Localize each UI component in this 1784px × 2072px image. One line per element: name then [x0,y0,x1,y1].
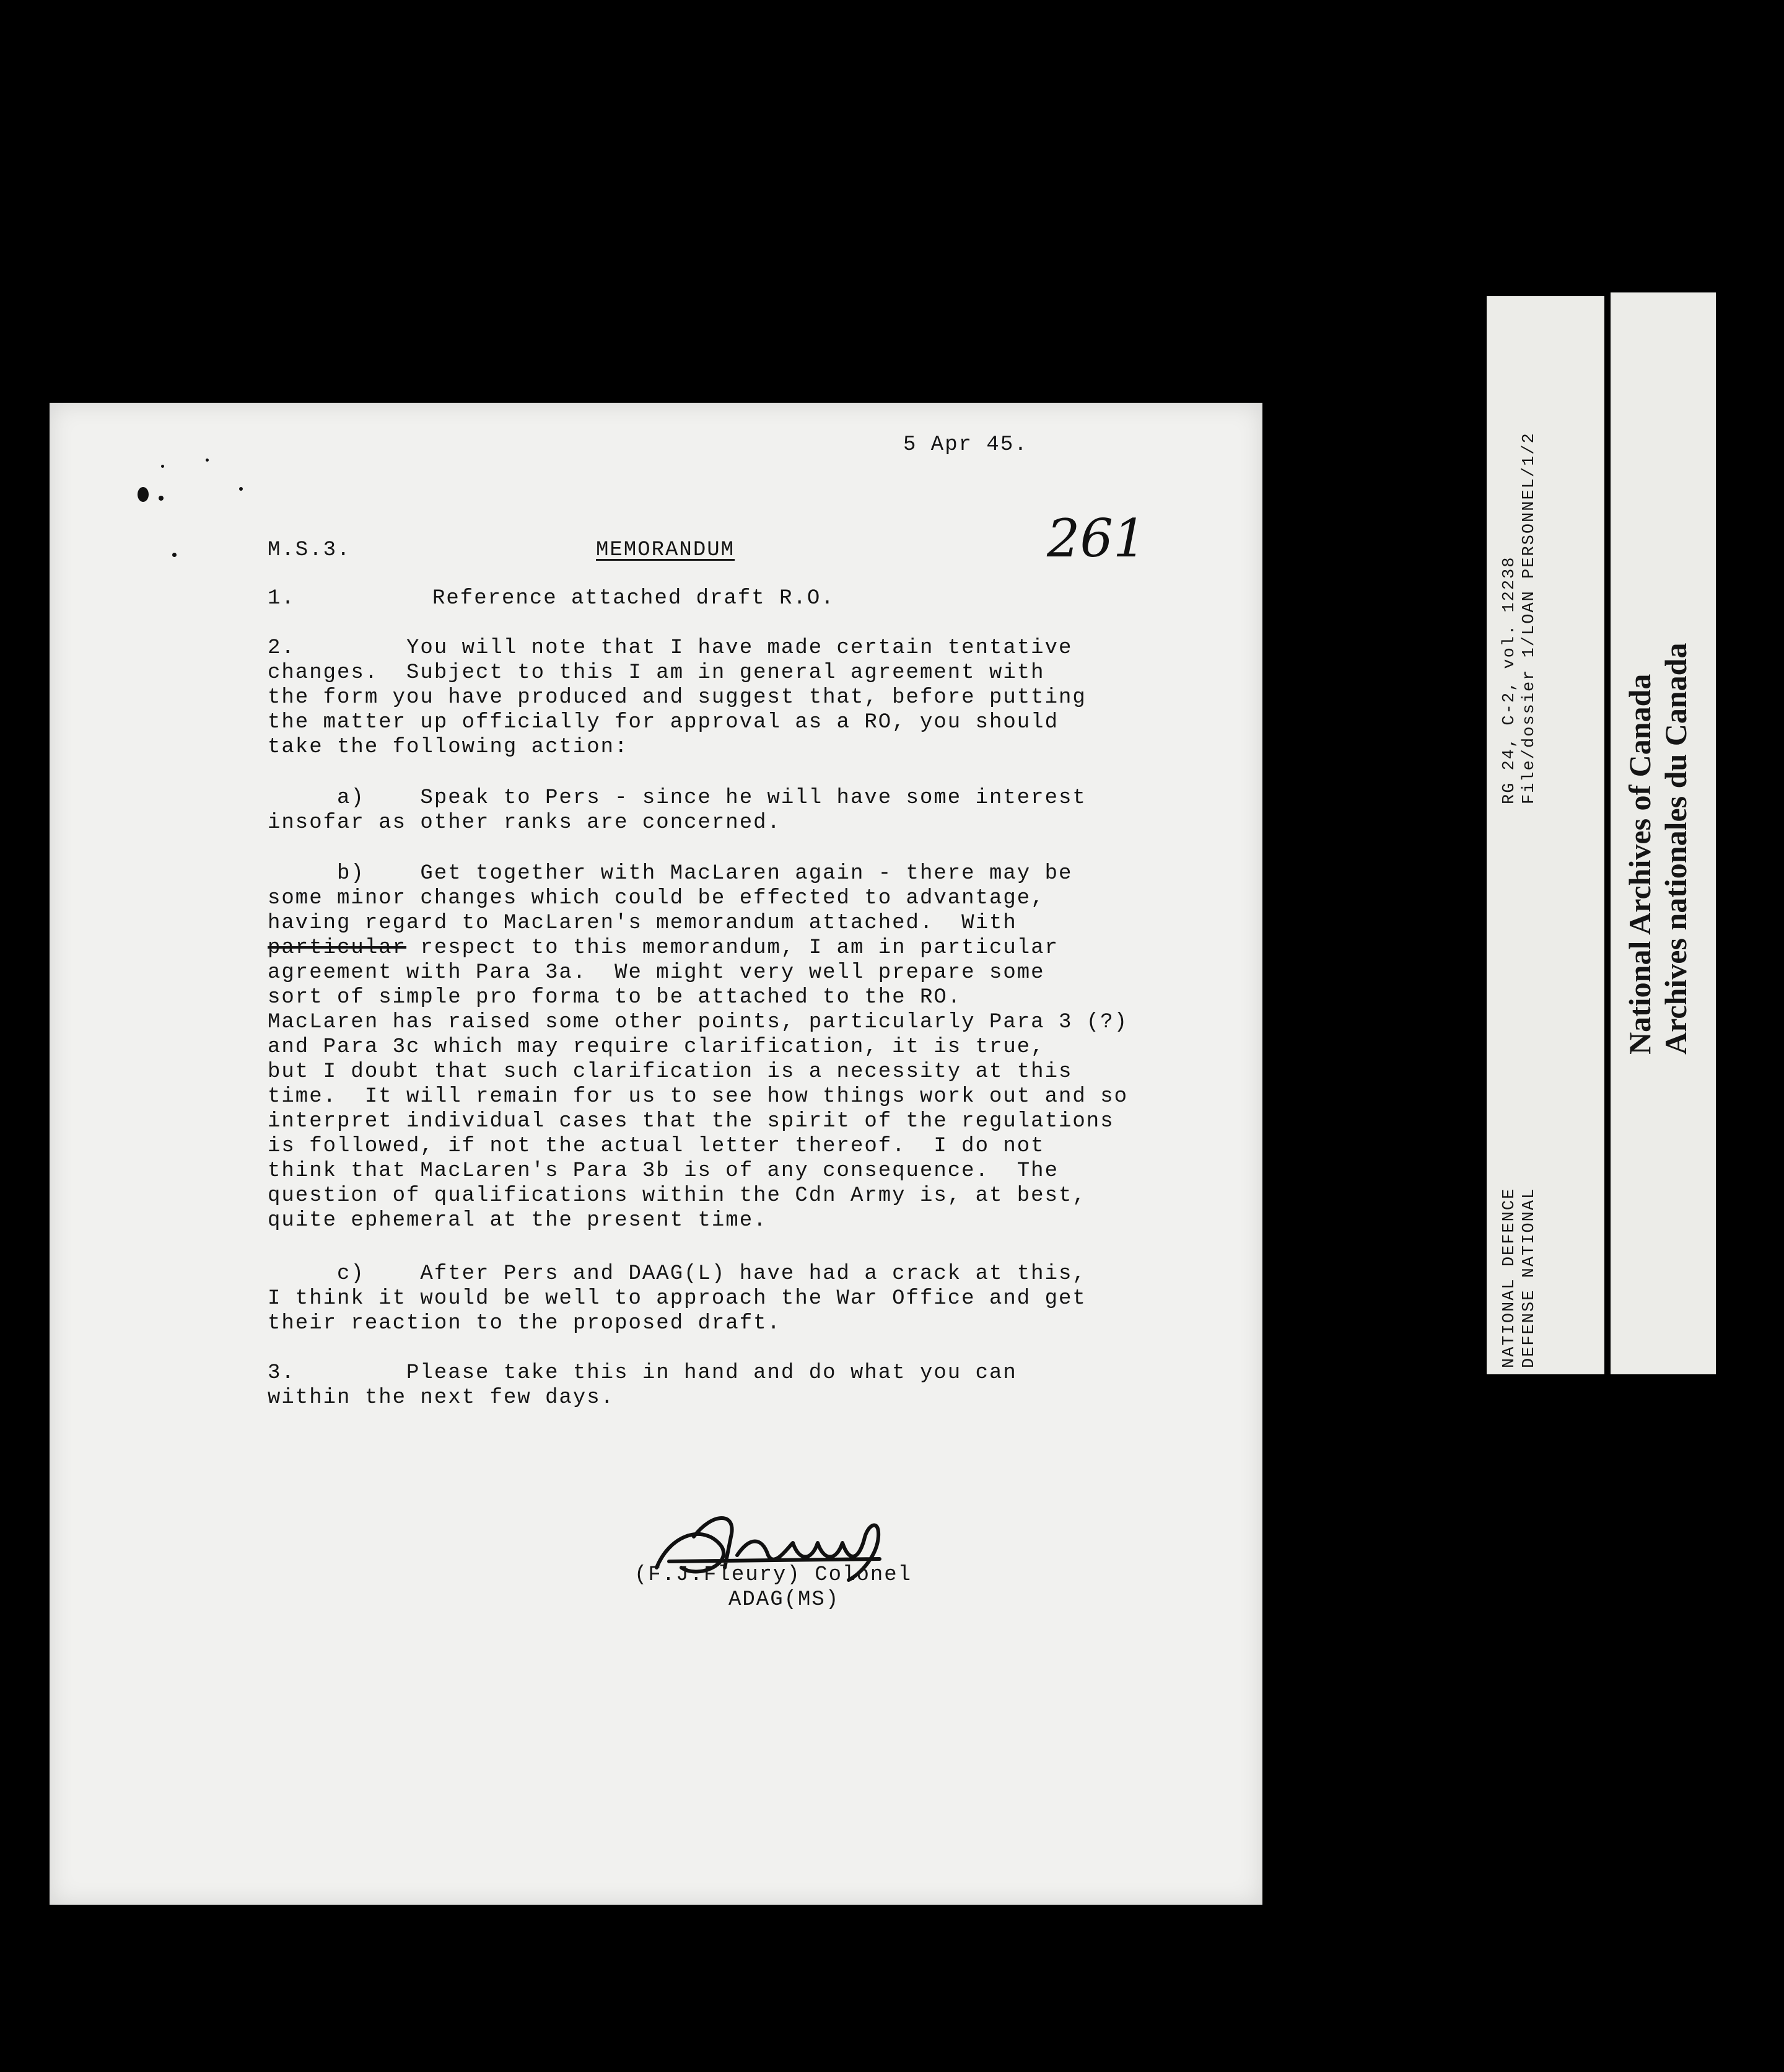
ink-speck [161,465,164,468]
para-3-line: 3. Please take this in hand and do what you can [268,1361,1017,1385]
folio-number: 261 [1047,508,1147,569]
para-1-number: 1. [268,587,295,610]
para-a-line: a) Speak to Pers - since he will have some interest [268,786,1087,810]
para-3 [268,1361,1017,1410]
para-2-line: changes. Subject to this I am in general agreement with [268,661,1045,685]
para-b-line: agreement with Para 3a. We might very well prepare some [268,961,1045,985]
para-b-line: but I doubt that such clarification is a necessity at this [268,1060,1073,1084]
para-b-line: think that MacLaren's Para 3b is of any consequence. The [268,1159,1059,1183]
archives-name-fr: Archives nationales du Canada [1658,643,1693,1055]
signature-name-line: (F.J.Fleury) Colonel [634,1563,912,1587]
archives-name-en: National Archives of Canada [1622,674,1657,1055]
para-2-line: the matter up officially for approval as a RO, you should [268,711,1059,734]
para-b-line [268,936,1128,960]
archive-reference-line-2: File/dossier 1/LOAN PERSONNEL/1/2 [1520,432,1539,804]
para-b-line: MacLaren has raised some other points, particularly Para 3 (?) [268,1011,1129,1034]
para-a [268,786,1087,835]
agency-line-2: DEFENSE NATIONAL [1520,1187,1539,1368]
memo-date: 5 Apr 45. [903,433,1028,457]
para-c-line: their reaction to the proposed draft. [268,1312,781,1335]
signature-title-line: ADAG(MS) [728,1588,840,1612]
para-b-line: question of qualifications within the Cdn Army is, at best, [268,1184,1087,1208]
para-b-line-rest: respect to this memorandum, I am in particular [406,936,1059,960]
para-b-line: and Para 3c which may require clarification, it is true, [268,1035,1045,1059]
archive-name-strip [1611,292,1716,1374]
para-b-line: b) Get together with MacLaren again - there may be [268,862,1073,885]
para-b [268,861,1128,1233]
para-2-line: take the following action: [268,735,629,759]
archive-reference-strip [1487,296,1604,1374]
para-b-line: interpret individual cases that the spirit of the regulations [268,1110,1114,1133]
ink-speck [239,487,243,491]
para-2 [268,636,1087,760]
para-c [268,1262,1087,1336]
ink-speck [159,496,164,501]
para-2-line: the form you have produced and suggest that, before putting [268,686,1087,709]
ink-speck [138,487,149,502]
para-c-line: c) After Pers and DAAG(L) have had a crack at this, [268,1262,1087,1286]
struck-word: particular [268,936,407,960]
para-3-line: within the next few days. [268,1386,615,1410]
agency-line-1: NATIONAL DEFENCE [1500,1187,1519,1368]
para-2-line: 2. You will note that I have made certain tentative [268,636,1073,660]
archive-reference-line-1: RG 24, C-2, vol. 12238 [1500,556,1519,804]
para-b-line: sort of simple pro forma to be attached to the RO. [268,986,962,1009]
para-b-line: is followed, if not the actual letter thereof. I do not [268,1135,1045,1158]
para-b-line: having regard to MacLaren's memorandum attached. With [268,911,1017,935]
para-a-line: insofar as other ranks are concerned. [268,811,781,835]
para-b-line: some minor changes which could be effected to advantage, [268,887,1045,910]
para-b-line: quite ephemeral at the present time. [268,1209,767,1232]
ink-speck [172,553,177,557]
memo-recipient: M.S.3. [268,538,351,562]
memo-title: MEMORANDUM [596,538,735,562]
para-1-text: Reference attached draft R.O. [432,587,835,610]
document-page [50,403,1262,1905]
ink-speck [206,459,209,462]
para-c-line: I think it would be well to approach the War Office and get [268,1287,1087,1310]
para-b-line: time. It will remain for us to see how things work out and so [268,1085,1129,1108]
